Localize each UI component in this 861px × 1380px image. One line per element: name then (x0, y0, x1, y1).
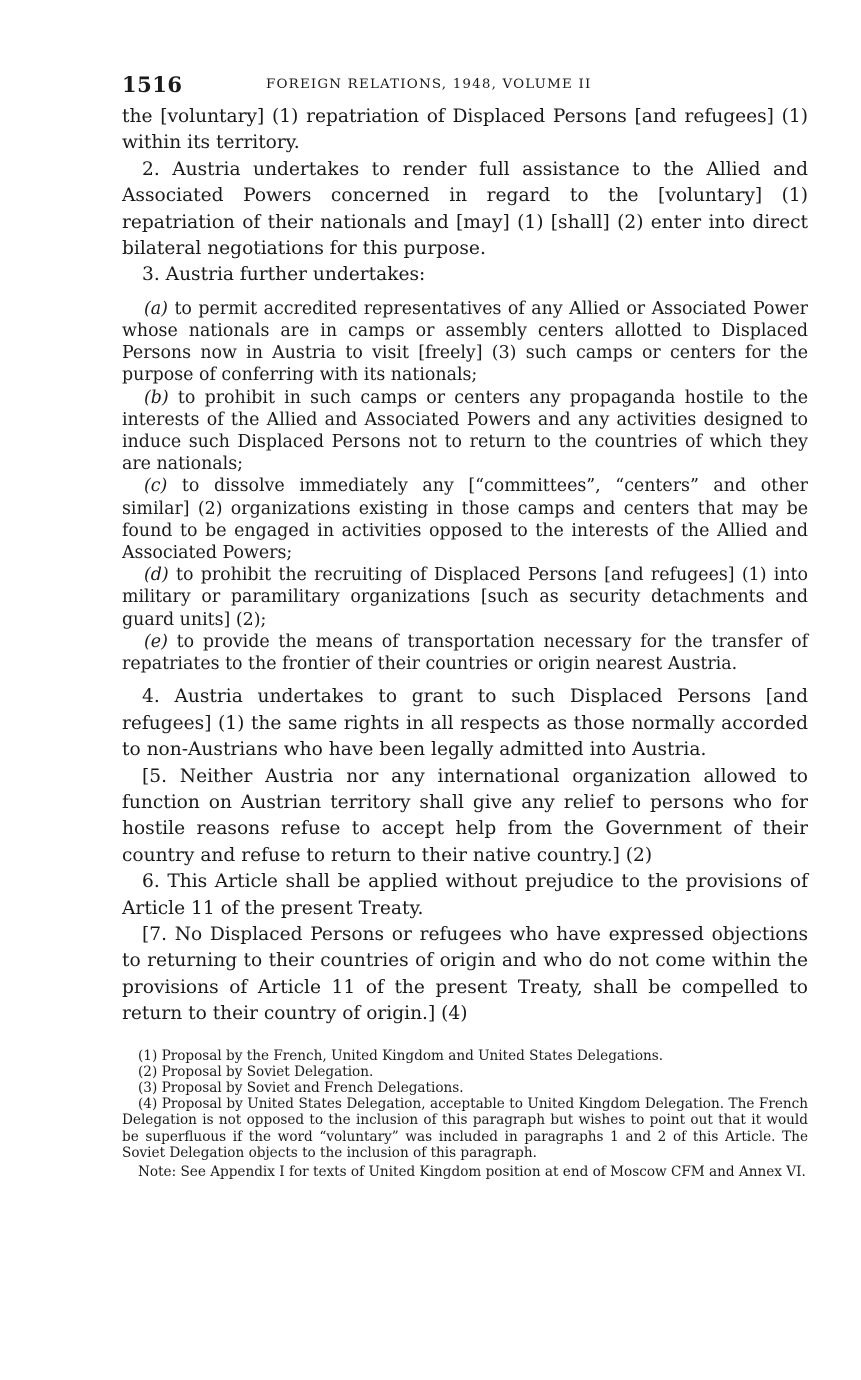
footnote-1: (1) Proposal by the French, United Kingdom and United States Delegations. (138, 1047, 664, 1064)
running-head: FOREIGN RELATIONS, 1948, VOLUME II (266, 77, 592, 92)
footnote-4: (4) Proposal by United States Delegation, acceptable to United Kingdom Delegation. The French Delegation is not opposed to the inclusion of this paragraph but wishes to point out that it would be superfluous if the word “voluntary” was included in paragraphs 1 and 2 of this Article. The Soviet Delegation objects to the inclusion of this paragraph. (122, 1096, 808, 1161)
subparagraph-a (122, 298, 808, 387)
page-number: 1516 (122, 72, 183, 97)
subparagraph-marker: (c) (144, 476, 168, 497)
subparagraph-text: to dissolve immediately any [“committees”, “centers” and other similar] (2) organizations existing in those camps and centers that may be found to be engaged in activities opposed to the interests of the Allied and Associated Powers; (122, 476, 808, 564)
subparagraph-marker: (d) (144, 565, 169, 586)
footnotes (122, 1048, 808, 1181)
subparagraph-text: to prohibit the recruiting of Displaced Persons [and refugees] (1) into military or paramilitary organizations [such as security detachments and guard units] (2); (122, 565, 808, 630)
body-text-bottom (122, 684, 808, 1027)
paragraph-6: 6. This Article shall be applied without prejudice to the provisions of Article 11 of the present Treaty. (122, 871, 808, 919)
subparagraph-d (122, 564, 808, 631)
footnote-2: (2) Proposal by Soviet Delegation. (138, 1063, 374, 1080)
document-page (122, 68, 808, 1180)
subparagraph-marker: (a) (144, 298, 168, 319)
subparagraph-b (122, 387, 808, 476)
paragraph-4: 4. Austria undertakes to grant to such Displaced Persons [and refugees] (1) the same rights in all respects as those normally accorded to non-Austrians who have been legally admitted into Austria. (122, 686, 808, 761)
subparagraph-c (122, 475, 808, 564)
subparagraph-text: to prohibit in such camps or centers any propaganda hostile to the interests of the Allied and Associated Powers and any activities designed to induce such Displaced Persons not to return to the countries of which they are nationals; (122, 387, 808, 475)
subparagraph-list (122, 298, 808, 675)
subparagraph-marker: (b) (144, 387, 169, 408)
paragraph-2: 2. Austria undertakes to render full assistance to the Allied and Associated Powers concerned in regard to the [voluntary] (1) repatriation of their nationals and [may] (1) [shall] (2) enter into direct bilateral negotiations for this purpose. (122, 158, 808, 260)
paragraph-5: [5. Neither Austria nor any international organization allowed to function on Austrian territory shall give any relief to persons who for hostile reasons refuse to accept help from the Government of their country and refuse to return to their native country.] (2) (122, 765, 808, 866)
paragraph-continuation: the [voluntary] (1) repatriation of Displaced Persons [and refugees] (1) within its territory. (122, 106, 808, 154)
editorial-note: Note: See Appendix I for texts of United Kingdom position at end of Moscow CFM and Annex VI. (138, 1164, 806, 1180)
subparagraph-text: to permit accredited representatives of any Allied or Associated Power whose nationals are in camps or assembly centers allotted to Displaced Persons now in Austria to visit [freely] (3) such camps or centers for the purpose of conferring with its nationals; (122, 298, 808, 386)
subparagraph-e (122, 631, 808, 675)
footnote-3: (3) Proposal by Soviet and French Delegations. (138, 1079, 464, 1096)
paragraph-3: 3. Austria further undertakes: (142, 264, 426, 286)
page-header (122, 68, 808, 104)
body-text-top (122, 104, 808, 289)
subparagraph-text: to provide the means of transportation necessary for the transfer of repatriates to the frontier of their countries or origin nearest Austria. (122, 631, 808, 675)
paragraph-7: [7. No Displaced Persons or refugees who have expressed objections to returning to their countries of origin and who do not come within the provisions of Article 11 of the present Treaty, shall be compelled to return to their country of origin.] (4) (122, 923, 808, 1025)
subparagraph-marker: (e) (144, 631, 168, 652)
